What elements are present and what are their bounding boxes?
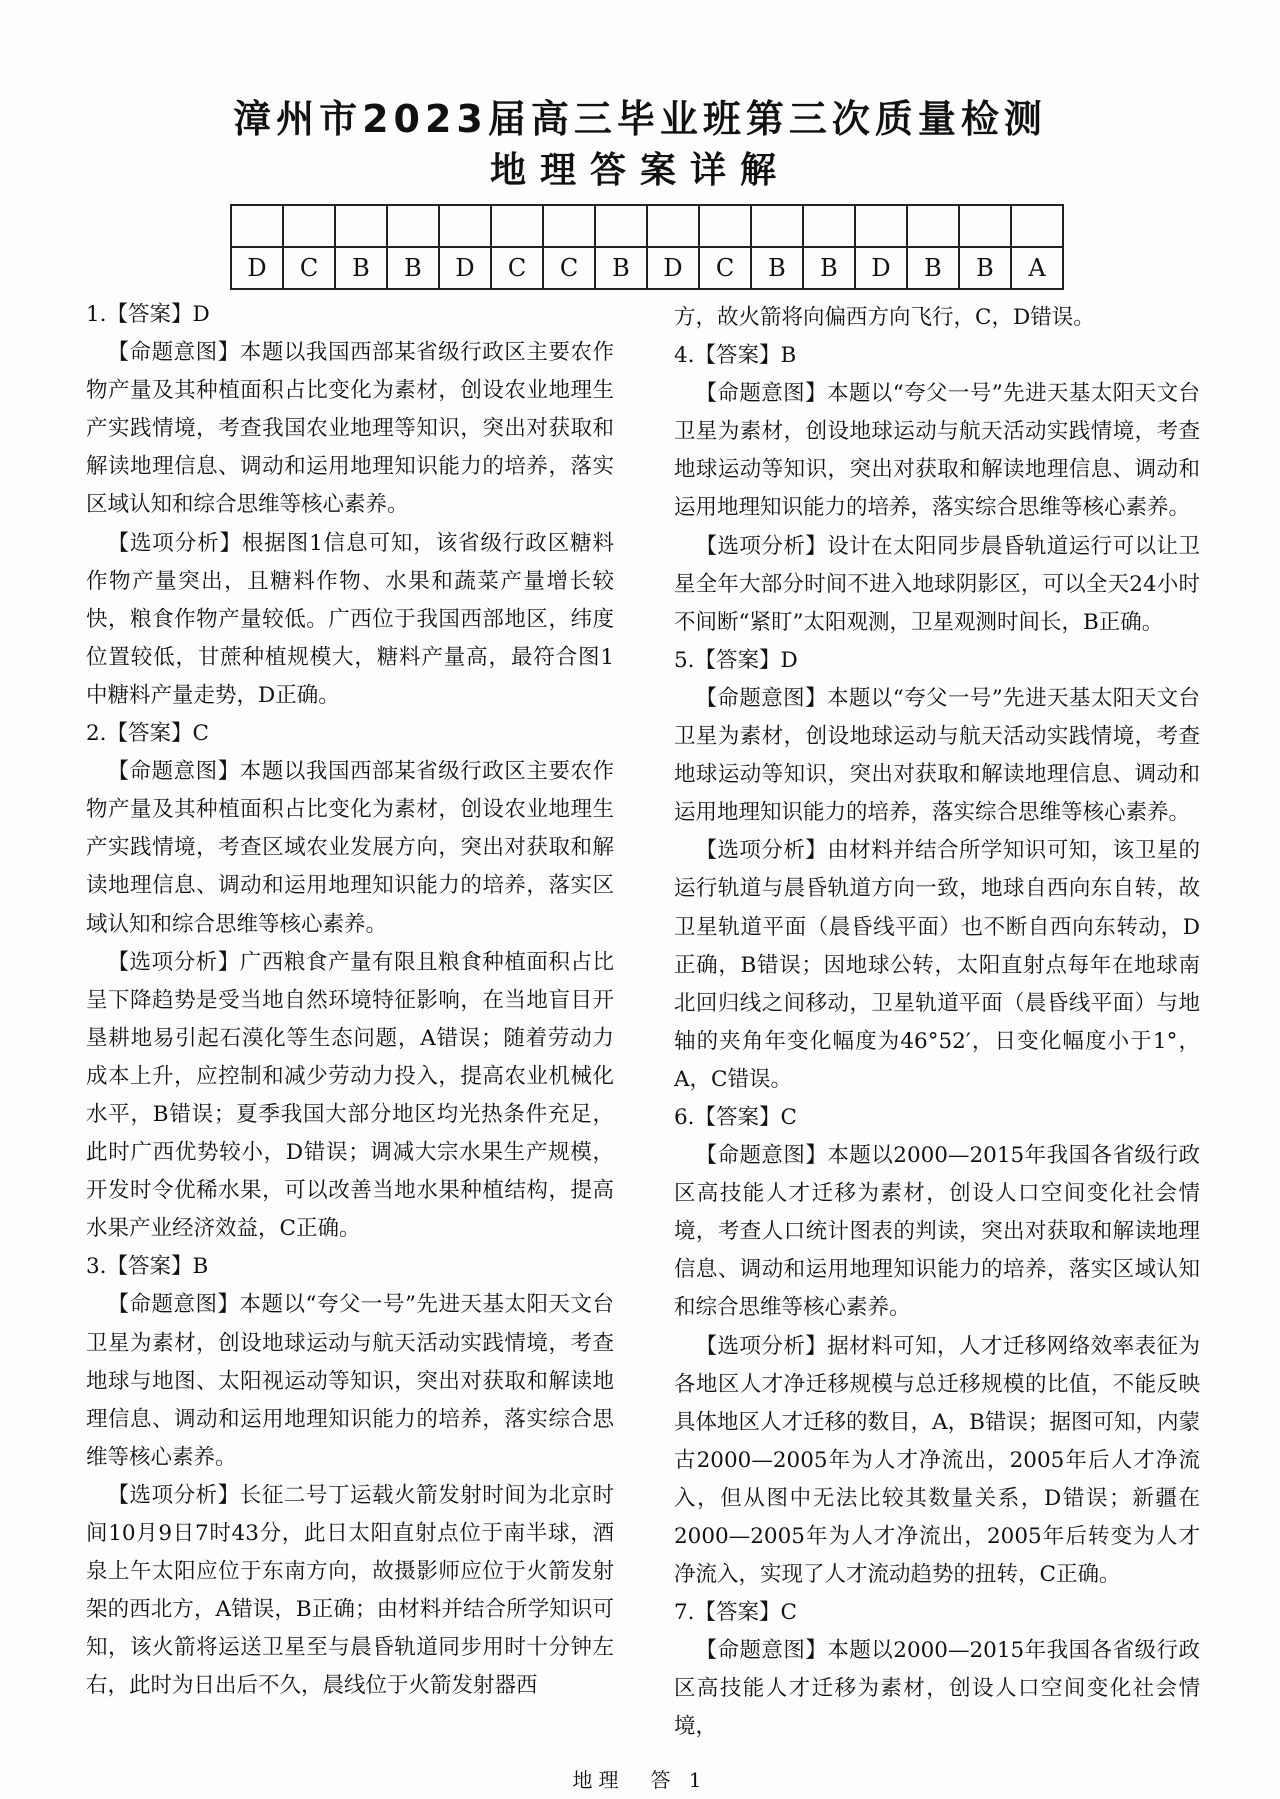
answer-table-cell: C xyxy=(699,247,751,289)
answer-table-empty-cell xyxy=(439,205,491,247)
explanation-paragraph: 【选项分析】长征二号丁运载火箭发射时间为北京时间10月9日7时43分，此日太阳直射点位于南半球，酒泉上午太阳应位于东南方向，故摄影师应位于火箭发射架的西北方，A错误，B正确；由材料并结合所学知识可知，该火箭将运送卫星至与晨昏轨道同步用时十分钟左右，此时为日出后不久，晨线位于火箭发射器西 xyxy=(86,1482,614,1699)
answer-table-answer-row xyxy=(231,247,1063,289)
answer-table-cell: D xyxy=(439,247,491,289)
answer-table-empty-cell xyxy=(543,205,595,247)
answer-table-cell: B xyxy=(595,247,647,289)
answer-table-cell: A xyxy=(1011,247,1063,289)
explanation-paragraph: 【命题意图】本题以我国西部某省级行政区主要农作物产量及其种植面积占比变化为素材，创设农业地理生产实践情境，考查区域农业发展方向，突出对获取和解读地理信息、调动和运用地理知识能力的培养，落实区域认知和综合思维等核心素养。 xyxy=(86,759,614,937)
answer-table-empty-cell xyxy=(751,205,803,247)
explanation-paragraph: 【命题意图】本题以“夸父一号”先进天基太阳天文台卫星为素材，创设地球运动与航天活动实践情境，考查地球运动等知识，突出对获取和解读地理信息、调动和运用地理知识能力的培养，落实综合思维等核心素养。 xyxy=(674,685,1200,826)
answer-table-empty-cell xyxy=(1011,205,1063,247)
left-column xyxy=(86,296,614,1705)
answer-table-empty-cell xyxy=(959,205,1011,247)
answer-table-cell: B xyxy=(803,247,855,289)
answer-table-empty-cell xyxy=(855,205,907,247)
answer-table-cell: D xyxy=(647,247,699,289)
answer-heading: 3.【答案】B xyxy=(86,1254,209,1280)
explanation-paragraph: 【选项分析】据材料可知，人才迁移网络效率表征为各地区人才净迁移规模与总迁移规模的比值，不能反映具体地区人才迁移的数目，A，B错误；据图可知，内蒙古2000—2005年为人才净流出，2005年后人才净流入，但从图中无法比较其数量关系，D错误；新疆在2000—2005年为人才净流出，2005年后转变为人才净流入，实现了人才流动趋势的扭转，C正确。 xyxy=(674,1333,1200,1588)
answer-heading: 6.【答案】C xyxy=(674,1104,797,1130)
answer-table xyxy=(230,204,1064,290)
answer-table-cell: B xyxy=(335,247,387,289)
answer-table-empty-cell xyxy=(907,205,959,247)
answer-table-cell: C xyxy=(543,247,595,289)
answer-table-cell: C xyxy=(491,247,543,289)
answer-table-empty-cell xyxy=(335,205,387,247)
answer-table-empty-cell xyxy=(699,205,751,247)
explanation-paragraph: 【命题意图】本题以“夸父一号”先进天基太阳天文台卫星为素材，创设地球运动与航天活动实践情境，考查地球与地图、太阳视运动等知识，突出对获取和解读地理信息、调动和运用地理知识能力的培养，落实综合思维等核心素养。 xyxy=(86,1292,614,1470)
answer-heading: 5.【答案】D xyxy=(674,647,798,673)
answer-heading: 2.【答案】C xyxy=(86,721,209,747)
answer-table-cell: B xyxy=(959,247,1011,289)
explanation-paragraph: 【选项分析】根据图1信息可知，该省级行政区糖料作物产量突出，且糖料作物、水果和蔬菜产量增长较快，粮食作物产量较低。广西位于我国西部地区，纬度位置较低，甘蔗种植规模大，糖料产量高，最符合图1中糖料产量走势，D正确。 xyxy=(86,530,614,708)
answer-table-number-row xyxy=(231,205,1063,247)
answer-table-cell: B xyxy=(751,247,803,289)
explanation-paragraph: 【命题意图】本题以2000—2015年我国各省级行政区高技能人才迁移为素材，创设人口空间变化社会情境， xyxy=(674,1638,1200,1740)
explanation-paragraph: 【命题意图】本题以2000—2015年我国各省级行政区高技能人才迁移为素材，创设人口空间变化社会情境，考查人口统计图表的判读，突出对获取和解读地理信息、调动和运用地理知识能力的培养，落实区域认知和综合思维等核心素养。 xyxy=(674,1143,1200,1321)
right-column xyxy=(674,299,1200,1747)
page-subtitle: 地理答案详解 xyxy=(489,150,790,191)
answer-table-cell: D xyxy=(855,247,907,289)
answer-table-empty-cell xyxy=(647,205,699,247)
answer-table-empty-cell xyxy=(387,205,439,247)
answer-table-empty-cell xyxy=(231,205,283,247)
answer-heading: 7.【答案】C xyxy=(674,1600,797,1626)
explanation-paragraph: 方，故火箭将向偏西方向飞行，C，D错误。 xyxy=(674,305,1095,330)
answer-table-cell: B xyxy=(387,247,439,289)
explanation-paragraph: 【命题意图】本题以我国西部某省级行政区主要农作物产量及其种植面积占比变化为素材，创设农业地理生产实践情境，考查我国农业地理等知识，突出对获取和解读地理信息、调动和运用地理知识能力的培养，落实区域认知和综合思维等核心素养。 xyxy=(86,340,614,518)
answer-table-empty-cell xyxy=(491,205,543,247)
explanation-paragraph: 【选项分析】广西粮食产量有限且粮食种植面积占比呈下降趋势是受当地自然环境特征影响，在当地盲目开垦耕地易引起石漠化等生态问题，A错误；随着劳动力成本上升，应控制和减少劳动力投入，提高农业机械化水平，B错误；夏季我国大部分地区均光热条件充足，此时广西优势较小，D错误；调减大宗水果生产规模，开发时令优稀水果，可以改善当地水果种植结构，提高水果产业经济效益，C正确。 xyxy=(86,949,614,1242)
answer-table-empty-cell xyxy=(283,205,335,247)
answer-heading: 4.【答案】B xyxy=(674,343,797,369)
explanation-paragraph: 【选项分析】由材料并结合所学知识可知，该卫星的运行轨道与晨昏轨道方向一致，地球自西向东自转，故卫星轨道平面（晨昏线平面）也不断自西向东转动，D正确，B错误；因地球公转，太阳直射点每年在地球南北回归线之间移动，卫星轨道平面（晨昏线平面）与地轴的夹角年变化幅度为46°52′，日变化幅度小于1°，A，C错误。 xyxy=(674,838,1200,1092)
answer-table-cell: B xyxy=(907,247,959,289)
answer-table-cell: C xyxy=(283,247,335,289)
answer-heading: 1.【答案】D xyxy=(86,302,210,327)
answer-table-empty-cell xyxy=(803,205,855,247)
page-title: 漳州市2023届高三毕业班第三次质量检测 xyxy=(233,97,1047,141)
answer-table-empty-cell xyxy=(595,205,647,247)
explanation-paragraph: 【选项分析】设计在太阳同步晨昏轨道运行可以让卫星全年大部分时间不进入地球阴影区，可以全天24小时不间断“紧盯”太阳观测，卫星观测时间长，B正确。 xyxy=(674,533,1200,635)
explanation-paragraph: 【命题意图】本题以“夸父一号”先进天基太阳天文台卫星为素材，创设地球运动与航天活动实践情境，考查地球运动等知识，突出对获取和解读地理信息、调动和运用地理知识能力的培养，落实综合思维等核心素养。 xyxy=(674,381,1200,521)
answer-table-cell: D xyxy=(231,247,283,289)
page-footer: 地理 答 1 xyxy=(572,1768,708,1792)
